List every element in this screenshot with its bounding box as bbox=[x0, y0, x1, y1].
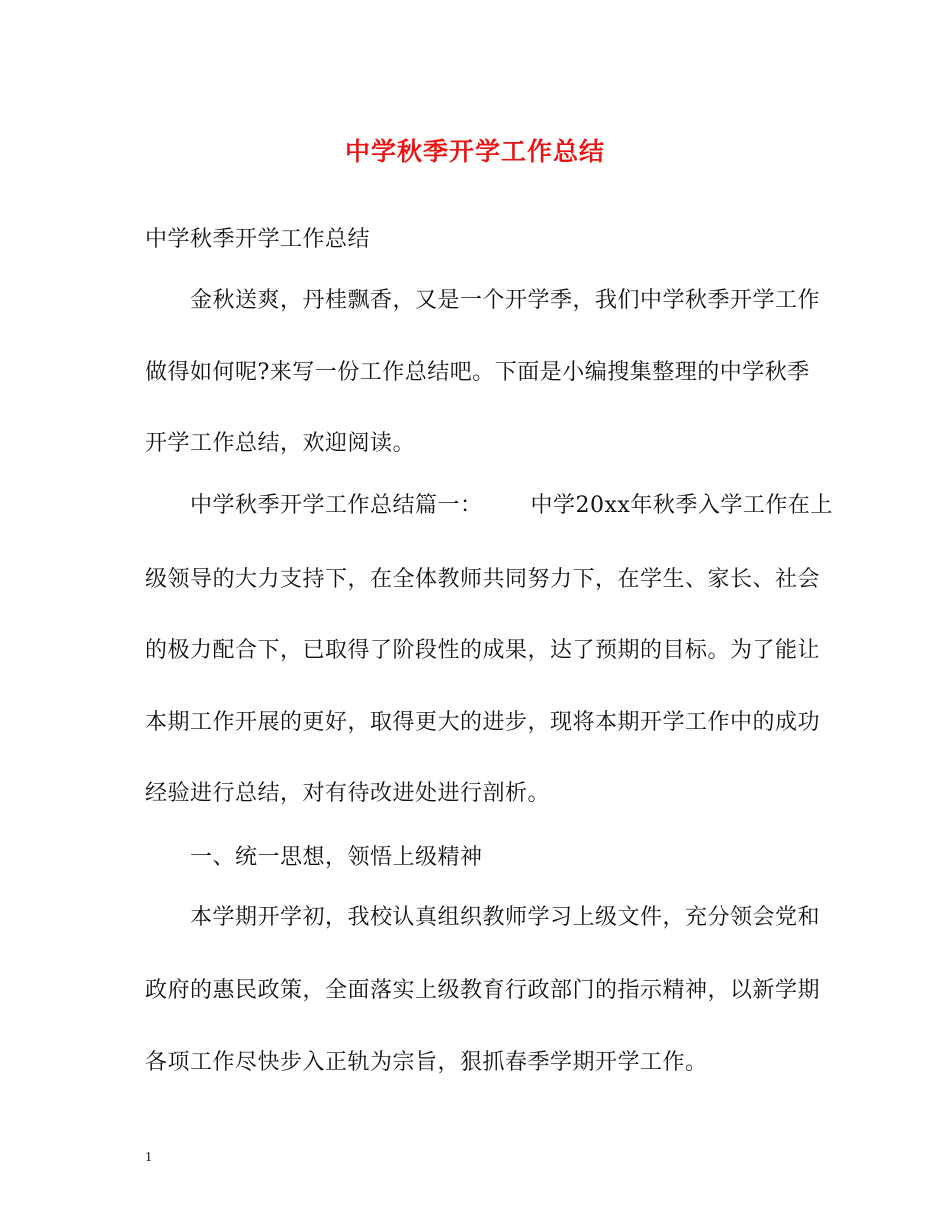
heading-1: 一、统一思想，领悟上级精神 bbox=[190, 845, 483, 870]
para2-line-1: 本学期开学初，我校认真组织教师学习上级文件，充分领会党和 bbox=[190, 905, 821, 930]
section1-line-3: 的极力配合下，已取得了阶段性的成果，达了预期的目标。为了能让 bbox=[145, 638, 821, 663]
section1-first-line bbox=[190, 488, 833, 519]
section1-label: 中学秋季开学工作总结篇一： bbox=[190, 493, 483, 518]
section1-first-text: 中学20xx年秋季入学工作在上 bbox=[530, 493, 833, 518]
intro-line-1: 金秋送爽，丹桂飘香，又是一个开学季，我们中学秋季开学工作 bbox=[190, 288, 821, 313]
intro-line-2: 做得如何呢?来写一份工作总结吧。下面是小编搜集整理的中学秋季 bbox=[145, 360, 810, 385]
para2-line-3: 各项工作尽快步入正轨为宗旨，狠抓春季学期开学工作。 bbox=[145, 1050, 708, 1075]
page-number: 1 bbox=[145, 1150, 152, 1165]
section1-line-4: 本期工作开展的更好，取得更大的进步，现将本期开学工作中的成功 bbox=[145, 710, 821, 735]
document-subtitle: 中学秋季开学工作总结 bbox=[145, 227, 371, 252]
section1-line-5: 经验进行总结，对有待改进处进行剖析。 bbox=[145, 781, 551, 806]
document-title: 中学秋季开学工作总结 bbox=[344, 137, 605, 166]
para2-line-2: 政府的惠民政策，全面落实上级教育行政部门的指示精神，以新学期 bbox=[145, 978, 821, 1003]
intro-line-3: 开学工作总结，欢迎阅读。 bbox=[145, 431, 416, 456]
section1-line-2: 级领导的大力支持下，在全体教师共同努力下，在学生、家长、社会 bbox=[145, 567, 821, 592]
